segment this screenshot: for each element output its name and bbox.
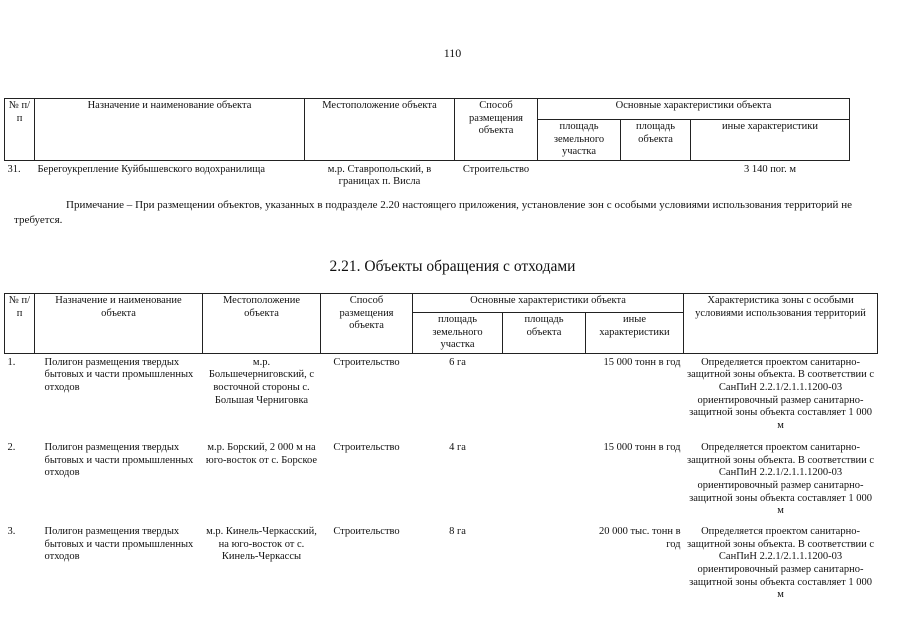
table-row xyxy=(5,160,850,190)
col-header-name: Назначение и наименование объекта xyxy=(35,294,203,354)
col-header-location: Местоположение объекта xyxy=(305,99,455,161)
row-name: Полигон размещения твердых бытовых и части промышленных отходов xyxy=(44,356,194,393)
table-header-row xyxy=(5,294,878,313)
row-name: Полигон размещения твердых бытовых и части промышленных отходов xyxy=(44,526,194,563)
row-method: Строительство xyxy=(462,163,530,175)
row-area-land: 8 га xyxy=(449,526,466,538)
row-name: Берегоукрепление Куйбышевского водохранилища xyxy=(37,163,265,175)
col-header-area-object: площадь объекта xyxy=(621,120,691,161)
row-other: 15 000 тонн в год xyxy=(603,442,681,454)
row-zone: Определяется проектом санитарно-защитной зоны объекта. В соответствии с СанПиН 2.2.1/2.1.1.1200-03 ориентировочный размер санитарно-защитной зоны объекта составляет 1 000 м xyxy=(686,356,875,431)
row-location: м.р. Кинель-Черкасский, на юго-восток от с. Кинель-Черкассы xyxy=(206,526,317,563)
page-number: 110 xyxy=(443,46,462,60)
note-text: Примечание – При размещении объектов, указанных в подразделе 2.20 настоящего приложения, установление зон с особыми условиями использования территорий не требуется. xyxy=(14,199,852,226)
row-area-object xyxy=(503,439,586,523)
objects-table-continued xyxy=(4,98,850,190)
row-area-land xyxy=(538,160,621,190)
row-name: Полигон размещения твердых бытовых и части промышленных отходов xyxy=(44,442,194,479)
row-area-land: 6 га xyxy=(449,356,466,368)
row-location: м.р. Большечерниговский, с восточной стороны с. Большая Черниговка xyxy=(208,356,315,406)
row-area-object xyxy=(503,353,586,439)
row-area-land: 4 га xyxy=(449,442,466,454)
row-location: м.р. Борский, 2 000 м на юго-восток от с. Борское xyxy=(205,442,318,466)
col-header-area-land: площадь земельного участка xyxy=(538,120,621,161)
row-area-object xyxy=(503,523,586,603)
row-other: 15 000 тонн в год xyxy=(603,356,681,368)
col-header-other: иные характеристики xyxy=(586,313,684,354)
row-num: 3. xyxy=(7,526,16,538)
row-zone: Определяется проектом санитарно-защитной зоны объекта. В соответствии с СанПиН 2.2.1/2.1.1.1200-03 ориентировочный размер санитарно-защитной зоны объекта составляет 1 000 м xyxy=(686,442,875,517)
col-header-name: Назначение и наименование объекта xyxy=(35,99,305,161)
row-location: м.р. Ставропольский, в границах п. Висла xyxy=(327,163,432,188)
row-num: 31. xyxy=(7,163,21,175)
row-zone: Определяется проектом санитарно-защитной зоны объекта. В соответствии с СанПиН 2.2.1/2.1.1.1200-03 ориентировочный размер санитарно-защитной зоны объекта составляет 1 000 м xyxy=(686,526,875,601)
col-header-main: Основные характеристики объекта xyxy=(413,294,684,313)
table-row xyxy=(5,439,878,523)
col-header-area-object: площадь объекта xyxy=(503,313,586,354)
col-header-method: Способ размещения объекта xyxy=(455,99,538,161)
col-header-method: Способ размещения объекта xyxy=(321,294,413,354)
row-area-object xyxy=(621,160,691,190)
col-header-main: Основные характеристики объекта xyxy=(538,99,850,120)
col-header-num: № п/п xyxy=(5,294,35,354)
row-num: 1. xyxy=(7,356,16,368)
table-row xyxy=(5,523,878,603)
table-row xyxy=(5,353,878,439)
col-header-num: № п/п xyxy=(5,99,35,161)
row-num: 2. xyxy=(7,442,16,454)
waste-objects-table xyxy=(4,293,878,603)
row-other: 20 000 тыс. тонн в год xyxy=(598,526,681,550)
row-method: Строительство xyxy=(333,442,400,454)
row-method: Строительство xyxy=(333,526,400,538)
col-header-area-land: площадь земельного участка xyxy=(413,313,503,354)
table-header-row xyxy=(5,99,850,120)
col-header-other: иные характеристики xyxy=(691,120,850,161)
col-header-location: Местоположение объекта xyxy=(203,294,321,354)
section-title: 2.21. Объекты обращения с отходами xyxy=(329,258,576,275)
row-method: Строительство xyxy=(333,356,400,368)
col-header-zone: Характеристика зоны с особыми условиями использования территорий xyxy=(684,294,878,354)
row-other: 3 140 пог. м xyxy=(743,163,797,175)
